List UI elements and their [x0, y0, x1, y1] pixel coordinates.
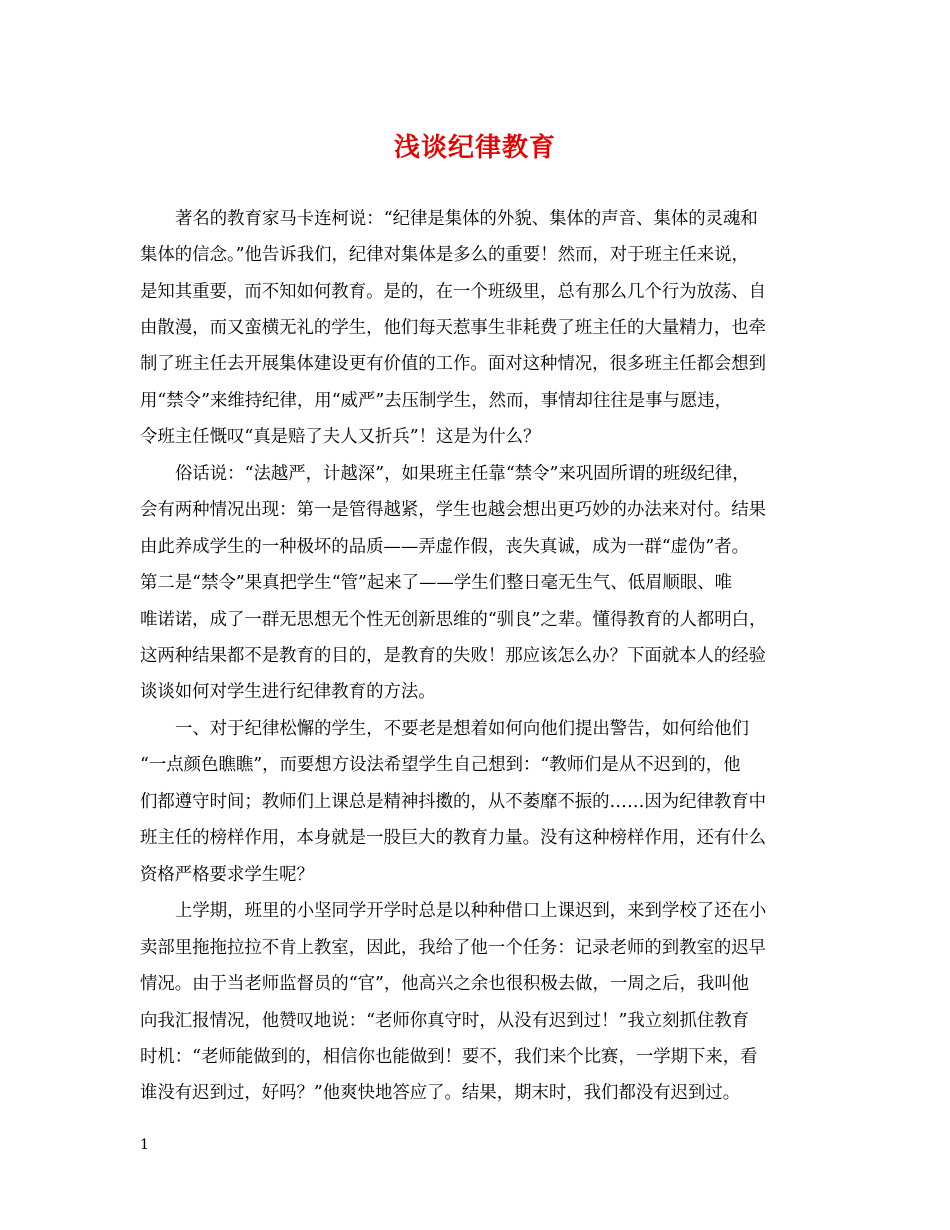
text-line: 资格严格要求学生呢？ [140, 865, 314, 885]
text-line: 令班主任慨叹“真是赔了夫人又折兵”！这是为什么？ [140, 427, 541, 447]
text-line: 俗话说：“法越严，计越深”，如果班主任靠“禁令”来巩固所谓的班级纪律， [175, 464, 750, 484]
text-line: 们都遵守时间；教师们上课总是精神抖擞的，从不萎靡不振的……因为纪律教育中 [140, 792, 767, 812]
text-line: 一、对于纪律松懈的学生，不要老是想着如何向他们提出警告，如何给他们 [175, 719, 749, 739]
text-line: 时机：“老师能做到的，相信你也能做到！要不，我们来个比赛，一学期下来，看 [140, 1047, 758, 1067]
text-line: 由散漫，而又蛮横无礼的学生，他们每天惹事生非耗费了班主任的大量精力，也牵 [140, 318, 767, 338]
text-line: 由此养成学生的一种极坏的品质——弄虚作假，丧失真诚，成为一群“虚伪”者。 [140, 537, 750, 557]
page-number: 1 [140, 1137, 149, 1153]
document-title: 浅谈纪律教育 [393, 133, 556, 163]
text-line: 谈谈如何对学生进行纪律教育的方法。 [140, 682, 436, 702]
text-line: 集体的信念。”他告诉我们，纪律对集体是多么的重要！然而，对于班主任来说， [140, 245, 749, 265]
text-line: 制了班主任去开展集体建设更有价值的工作。面对这种情况，很多班主任都会想到 [140, 354, 767, 374]
text-line: “一点颜色瞧瞧”，而要想方设法希望学生自己想到：“教师们是从不迟到的，他 [140, 755, 741, 775]
text-line: 班主任的榜样作用，本身就是一股巨大的教育力量。没有这种榜样作用，还有什么 [140, 828, 767, 848]
text-line: 著名的教育家马卡连柯说：“纪律是集体的外貌、集体的声音、集体的灵魂和 [175, 209, 758, 229]
text-line: 这两种结果都不是教育的目的，是教育的失败！那应该怎么办？下面就本人的经验 [140, 646, 767, 666]
text-line: 是知其重要，而不知如何教育。是的，在一个班级里，总有那么几个行为放荡、自 [140, 282, 767, 302]
text-line: 谁没有迟到过，好吗？”他爽快地答应了。结果，期末时，我们都没有迟到过。 [140, 1083, 741, 1103]
text-line: 第二是“禁令”果真把学生“管”起来了——学生们整日毫无生气、低眉顺眼、唯 [140, 573, 733, 593]
text-line: 卖部里拖拖拉拉不肯上教室，因此，我给了他一个任务：记录老师的到教室的迟早 [140, 938, 767, 958]
text-line: 用“禁令”来维持纪律，用“威严”去压制学生，然而，事情却往往是事与愿违， [140, 391, 733, 411]
text-line: 向我汇报情况，他赞叹地说：“老师你真守时，从没有迟到过！”我立刻抓住教育 [140, 1011, 750, 1031]
text-line: 唯诺诺，成了一群无思想无个性无创新思维的“驯良”之辈。懂得教育的人都明白， [140, 610, 767, 630]
text-line: 上学期，班里的小坚同学开学时总是以种种借口上课迟到，来到学校了还在小 [175, 901, 767, 921]
text-line: 会有两种情况出现：第一是管得越紧，学生也越会想出更巧妙的办法来对付。结果 [140, 500, 767, 520]
text-line: 情况。由于当老师监督员的“官”，他高兴之余也很积极去做，一周之后，我叫他 [140, 974, 750, 994]
